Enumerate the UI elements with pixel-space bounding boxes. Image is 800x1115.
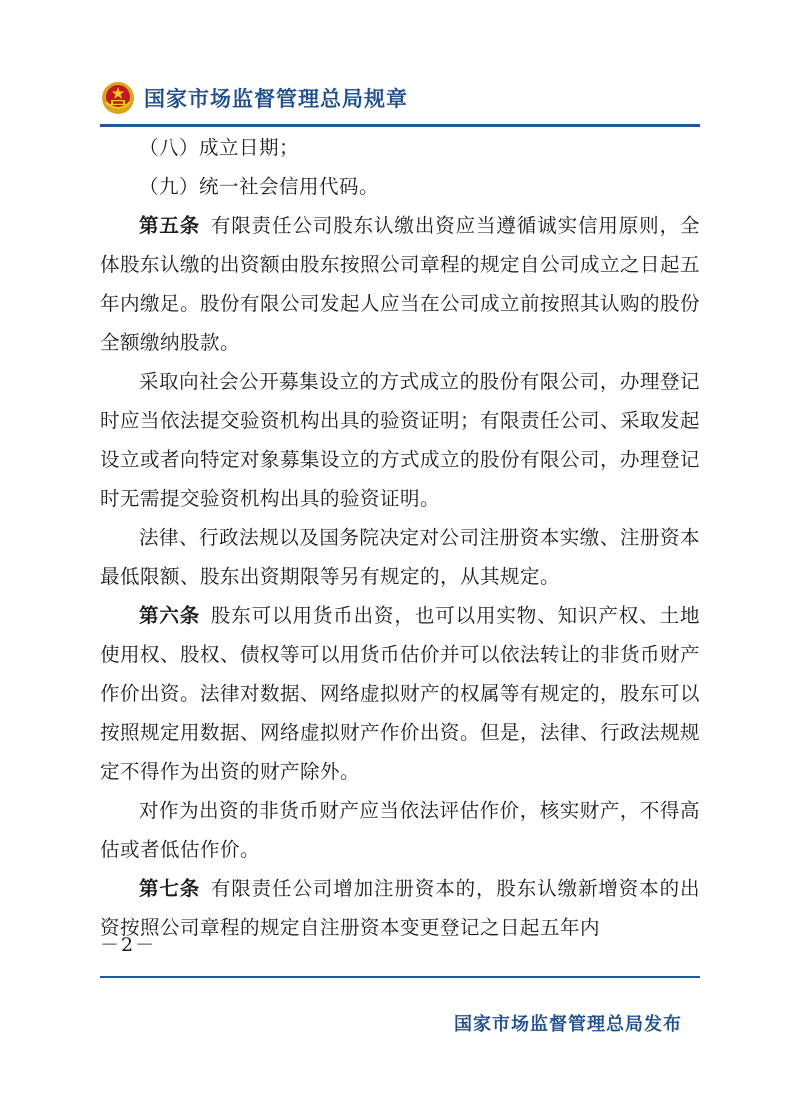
paragraph-text: 采取向社会公开募集设立的方式成立的股份有限公司，办理登记时应当依法提交验资机构出具的验资证明；有限责任公司、采取发起设立或者向特定对象募集设立的方式成立的股份有限公司，办理登记时无需提交验资机构出具的验资证明。 bbox=[100, 370, 701, 510]
article-paragraph bbox=[100, 869, 700, 947]
paragraph-text: 股东可以用货币出资，也可以用实物、知识产权、土地使用权、股权、债权等可以用货币估价并可以依法转让的非货币财产作价出资。法律对数据、网络虚拟财产的权属等有规定的，股东可以按照规定用数据、网络虚拟财产作价出资。但是，法律、行政法规规定不得作为出资的财产除外。 bbox=[100, 604, 701, 783]
paragraph-text: 法律、行政法规以及国务院决定对公司注册资本实缴、注册资本最低限额、股东出资期限等另有规定的，从其规定。 bbox=[100, 526, 700, 588]
paragraph bbox=[100, 362, 700, 518]
article-number: 第五条 bbox=[139, 214, 201, 237]
page-header bbox=[100, 76, 700, 120]
national-emblem-icon bbox=[100, 80, 136, 116]
header-title: 国家市场监督管理总局规章 bbox=[144, 87, 408, 111]
footer-divider bbox=[100, 976, 700, 978]
paragraph-text: 对作为出资的非货币财产应当依法评估作价，核实财产，不得高估或者低估作价。 bbox=[100, 799, 700, 861]
document-body bbox=[100, 128, 700, 947]
paragraph bbox=[100, 518, 700, 596]
paragraph-text: 有限责任公司股东认缴出资应当遵循诚实信用原则，全体股东认缴的出资额由股东按照公司章程的规定自公司成立之日起五年内缴足。股份有限公司发起人应当在公司成立前按照其认购的股份全额缴纳股款。 bbox=[100, 214, 701, 354]
paragraph-text: （九）统一社会信用代码。 bbox=[139, 175, 380, 198]
article-paragraph bbox=[100, 206, 700, 362]
page-number: －2－ bbox=[100, 934, 157, 956]
footer-publisher: 国家市场监督管理总局发布 bbox=[454, 1014, 682, 1035]
header-divider bbox=[100, 124, 700, 127]
paragraph-text: （八）成立日期； bbox=[139, 136, 300, 159]
paragraph bbox=[100, 791, 700, 869]
paragraph-text: 有限责任公司增加注册资本的，股东认缴新增资本的出资按照公司章程的规定自注册资本变更登记之日起五年内 bbox=[100, 877, 700, 939]
paragraph bbox=[100, 128, 700, 167]
article-paragraph bbox=[100, 596, 700, 791]
article-number: 第六条 bbox=[139, 604, 201, 627]
paragraph bbox=[100, 167, 700, 206]
article-number: 第七条 bbox=[139, 877, 201, 900]
